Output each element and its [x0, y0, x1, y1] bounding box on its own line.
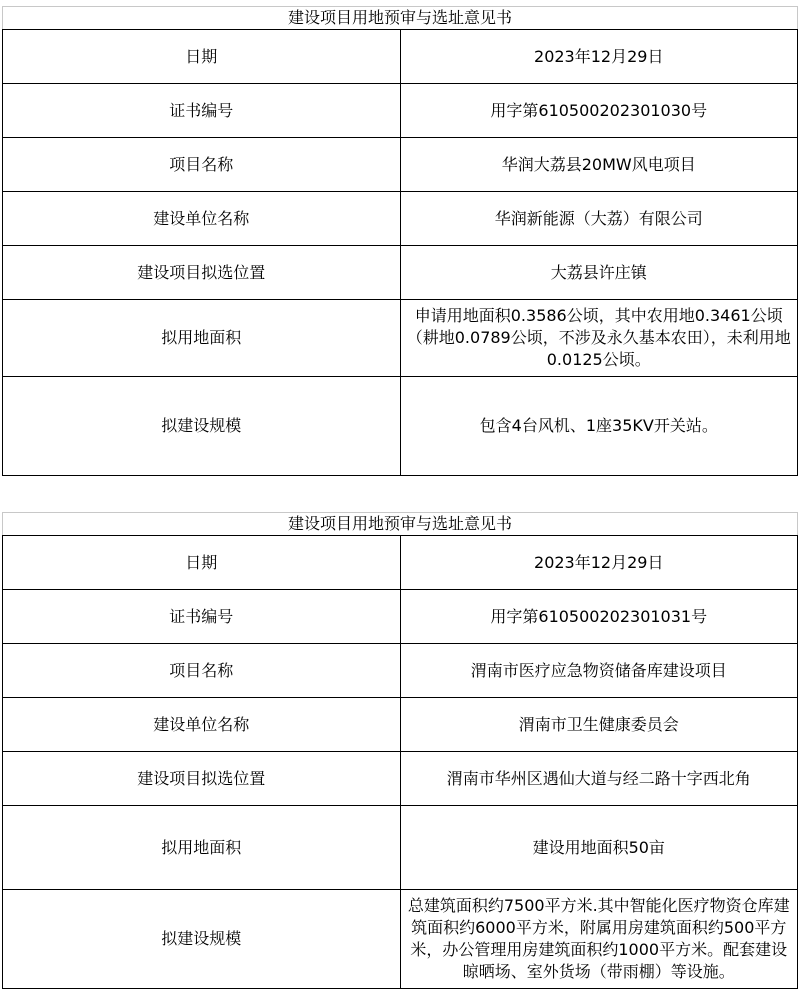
table-row-land-area	[3, 806, 798, 890]
table-1-grid	[2, 6, 798, 476]
row-value: 大荔县许庄镇	[400, 246, 798, 300]
row-label: 拟建设规模	[3, 377, 401, 476]
row-value: 华润大荔县20MW风电项目	[400, 138, 798, 192]
row-label: 建设单位名称	[3, 698, 401, 752]
table-row-land-area	[3, 300, 798, 377]
row-value: 渭南市卫生健康委员会	[400, 698, 798, 752]
table-row-cert-number	[3, 84, 798, 138]
row-label: 拟用地面积	[3, 806, 401, 890]
table-title: 建设项目用地预审与选址意见书	[3, 513, 798, 536]
row-label: 日期	[3, 30, 401, 84]
table-row-location	[3, 246, 798, 300]
row-value: 2023年12月29日	[400, 536, 798, 590]
row-label: 项目名称	[3, 644, 401, 698]
row-value: 包含4台风机、1座35KV开关站。	[400, 377, 798, 476]
row-value: 总建筑面积约7500平方米.其中智能化医疗物资仓库建筑面积约6000平方米，附属用房建筑面积约500平方米，办公管理用房建筑面积约1000平方米。配套建设晾晒场、室外货场（带雨棚）等设施。	[400, 890, 798, 989]
table-row-project-name	[3, 644, 798, 698]
row-value: 用字第610500202301030号	[400, 84, 798, 138]
table-row-unit-name	[3, 192, 798, 246]
table-row-date	[3, 30, 798, 84]
row-value: 渭南市华州区遇仙大道与经二路十字西北角	[400, 752, 798, 806]
table-row-date	[3, 536, 798, 590]
row-label: 建设单位名称	[3, 192, 401, 246]
table-row-cert-number	[3, 590, 798, 644]
row-label: 拟建设规模	[3, 890, 401, 989]
table-row-project-name	[3, 138, 798, 192]
row-label: 建设项目拟选位置	[3, 246, 401, 300]
table-title-row	[3, 7, 798, 30]
table-row-scale	[3, 890, 798, 989]
table-row-unit-name	[3, 698, 798, 752]
row-label: 日期	[3, 536, 401, 590]
table-row-location	[3, 752, 798, 806]
table-2-grid	[2, 512, 798, 989]
row-value: 申请用地面积0.3586公顷，其中农用地0.3461公顷（耕地0.0789公顷，不涉及永久基本农田），未利用地0.0125公顷。	[400, 300, 798, 377]
table-title: 建设项目用地预审与选址意见书	[3, 7, 798, 30]
row-value: 用字第610500202301031号	[400, 590, 798, 644]
row-label: 证书编号	[3, 84, 401, 138]
row-value: 建设用地面积50亩	[400, 806, 798, 890]
table-row-scale	[3, 377, 798, 476]
row-value: 渭南市医疗应急物资储备库建设项目	[400, 644, 798, 698]
row-value: 华润新能源（大荔）有限公司	[400, 192, 798, 246]
table-title-row	[3, 513, 798, 536]
row-label: 项目名称	[3, 138, 401, 192]
row-value: 2023年12月29日	[400, 30, 798, 84]
opinion-table-2	[2, 512, 798, 989]
opinion-table-1	[2, 6, 798, 476]
row-label: 建设项目拟选位置	[3, 752, 401, 806]
row-label: 证书编号	[3, 590, 401, 644]
row-label: 拟用地面积	[3, 300, 401, 377]
